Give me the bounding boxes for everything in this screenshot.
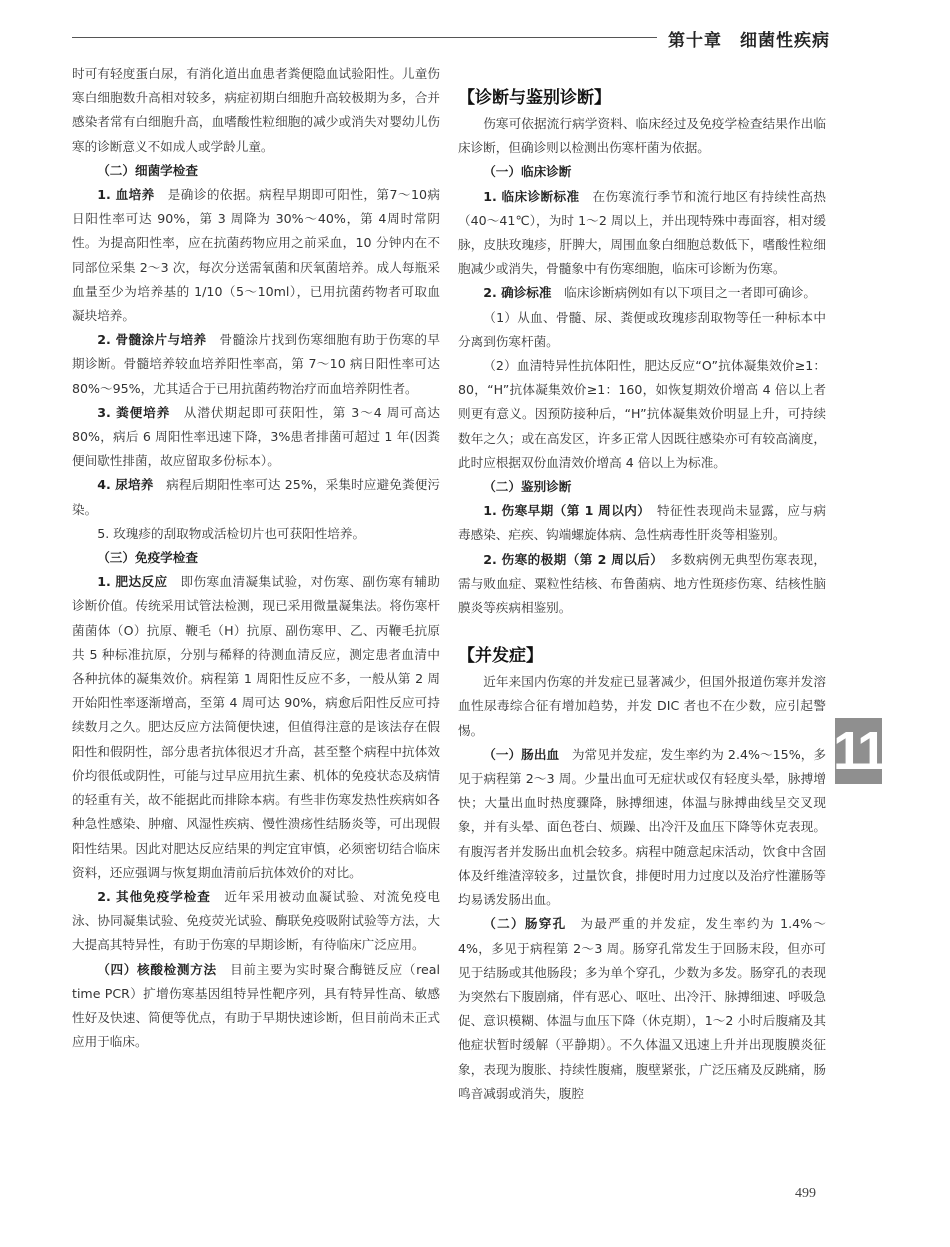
term: 2. 伤寒的极期（第 2 周以后） bbox=[483, 551, 658, 567]
paragraph: 5. 玫瑰疹的刮取物或活检切片也可获阳性培养。 bbox=[97, 525, 366, 541]
paragraph: （四）核酸检测方法 目前主要为实时聚合酶链反应（real time PCR）扩增伤寒基因组特异性靶序列，具有特异性高、敏感性好及快速、简便等优点，有助于早期快速诊断，但目前尚未正式应用于临床。 bbox=[72, 961, 441, 1050]
paragraph: （2）血清特异性抗体阳性，肥达反应“O”抗体凝集效价≥1：80，“H”抗体凝集效价≥1：160，如恢复期效价增高 4 倍以上者则更有意义。因预防接种后，“H”抗体凝集效价明显上升，可持续数年之久；或在高发区，许多正常人因既往感染亦可有较高滴度，此时应根据双份血清效价增高 4 倍以上为标准。 bbox=[458, 358, 826, 470]
paragraph: 近年来国内伤寒的并发症已显著减少，但国外报道伤寒并发溶血性尿毒综合征有增加趋势，并发 DIC 者也不在少数，应引起警惕。 bbox=[458, 674, 826, 738]
term: （一）肠出血 bbox=[483, 746, 560, 762]
section-heading: （二）鉴别诊断 bbox=[483, 479, 572, 495]
header-rule bbox=[72, 37, 657, 38]
chapter-section-heading: 【并发症】 bbox=[458, 646, 543, 667]
chapter-header bbox=[668, 26, 830, 51]
section-heading: （三）免疫学检查 bbox=[97, 550, 198, 566]
paragraph: 2. 伤寒的极期（第 2 周以后） 多数病例无典型伤寒表现，需与败血症、粟粒性结核、布鲁菌病、地方性斑疹伤寒、结核性脑膜炎等疾病相鉴别。 bbox=[458, 551, 827, 616]
section-heading: （二）细菌学检查 bbox=[97, 162, 198, 178]
paragraph: 1. 临床诊断标准 在伤寒流行季节和流行地区有持续性高热（40～41℃），为时 1～2 周以上，并出现特殊中毒面容，相对缓脉，皮肤玫瑰疹，肝脾大，周围血象白细胞总数低下，嗜酸性粒细胞减少或消失，骨髓象中有伤寒细胞，临床可诊断为伤寒。 bbox=[458, 188, 827, 277]
term: 1. 临床诊断标准 bbox=[483, 188, 580, 204]
left-column bbox=[72, 62, 440, 1054]
chapter-title: 细菌性疾病 bbox=[740, 31, 830, 51]
paragraph: 3. 粪便培养 从潜伏期起即可获阳性，第 3～4 周可高达 80%，病后 6 周阳性率迅速下降，3%患者排菌可超过 1 年(因粪便间歇性排菌，故应留取多份标本）。 bbox=[72, 404, 440, 469]
term: 2. 骨髓涂片与培养 bbox=[97, 332, 207, 348]
paragraph: 2. 骨髓涂片与培养 骨髓涂片找到伤寒细胞有助于伤寒的早期诊断。骨髓培养较血培养阳性率高，第 7～10 病日阳性率可达 80%～95%，尤其适合于已用抗菌药物治疗而血培养阴性者。 bbox=[72, 332, 441, 396]
paragraph: 2. 其他免疫学检查 近年采用被动血凝试验、对流免疫电泳、协同凝集试验、免疫荧光试验、酶联免疫吸附试验等方法，大大提高其特异性，有助于伤寒的早期诊断，有待临床广泛应用。 bbox=[72, 888, 441, 953]
paragraph: 时可有轻度蛋白尿，有消化道出血患者粪便隐血试验阳性。儿童伤寒白细胞数升高相对较多，病症初期白细胞升高较极期为多，合并感染者常有白细胞升高，血嗜酸性粒细胞的减少或消失对婴幼儿伤寒的诊断意义不如成人或学龄儿童。 bbox=[72, 66, 440, 154]
term: （二）肠穿孔 bbox=[483, 916, 567, 932]
chapter-section-heading: 【诊断与鉴别诊断】 bbox=[458, 88, 611, 108]
paragraph: （二）肠穿孔 为最严重的并发症，发生率约为 1.4%～4%，多见于病程第 2～3 周。肠穿孔常发生于回肠末段，但亦可见于结肠或其他肠段；多为单个穿孔，少数为多发。肠穿孔的表现为突然右下腹剧痛，伴有恶心、呕吐、出冷汗、脉搏细速、呼吸急促、意识模糊、体温与血压下降（休克期），1～2 小时后腹痛及其他症状暂时缓解（平静期）。不久体温又迅速上升并出现腹膜炎征象，表现为腹胀、持续性腹痛，腹壁紧张，广泛压痛及反跳痛，肠鸣音减弱或消失，腹腔 bbox=[458, 916, 827, 1101]
term: 1. 肥达反应 bbox=[97, 574, 168, 590]
section-heading: （一）临床诊断 bbox=[483, 164, 572, 180]
term: 2. 其他免疫学检查 bbox=[97, 888, 211, 904]
paragraph: 1. 伤寒早期（第 1 周以内） 特征性表现尚未显露，应与病毒感染、疟疾、钩端螺旋体病、急性病毒性肝炎等相鉴别。 bbox=[458, 503, 827, 543]
term: 1. 伤寒早期（第 1 周以内） bbox=[483, 503, 644, 519]
paragraph: 1. 肥达反应 即伤寒血清凝集试验，对伤寒、副伤寒有辅助诊断价值。传统采用试管法检测，现已采用微量凝集法。将伤寒杆菌菌体（O）抗原、鞭毛（H）抗原、副伤寒甲、乙、丙鞭毛抗原共 5 种标准抗原，分别与稀释的待测血清反应，测定患者血清中各种抗体的凝集效价。病程第 1 周阳性反应不多，一般从第 2 周开始阳性率逐渐增高，至第 4 周可达 90%，病愈后阳性反应可持续数月之久。肥达反应方法简便快速，但值得注意的是该法存在假阳性和假阴性，部分患者抗体很迟才升高，甚至整个病程中抗体效价均很低或阴性，可能与过早应用抗生素、机体的免疫状态及病情的轻重有关，故不能据此而排除本病。有些非伤寒发热性疾病如各种急性感染、肿瘤、风湿性疾病、慢性溃疡性结肠炎等，可出现假阳性结果。因此对肥达反应结果的判定宜审慎，必须密切结合临床资料，还应强调与恢复期血清前后抗体效价的对比。 bbox=[72, 574, 441, 880]
paragraph: 伤寒可依据流行病学资料、临床经过及免疫学检查结果作出临床诊断，但确诊则以检测出伤寒杆菌为依据。 bbox=[458, 116, 826, 156]
chapter-number: 第十章 bbox=[668, 31, 722, 51]
paragraph: （一）肠出血 为常见并发症，发生率约为 2.4%～15%，多见于病程第 2～3 周。少量出血可无症状或仅有轻度头晕，脉搏增快；大量出血时热度骤降，脉搏细速，体温与脉搏曲线呈交叉现象，并有头晕、面色苍白、烦躁、出冷汗及血压下降等休克表现。有腹泻者并发肠出血机会较多。病程中随意起床活动，饮食中含固体及纤维渣滓较多，过量饮食，排便时用力过度以及治疗性灌肠等均易诱发肠出血。 bbox=[458, 746, 826, 908]
term: 3. 粪便培养 bbox=[97, 404, 171, 420]
paragraph: （1）从血、骨髓、尿、粪便或玫瑰疹刮取物等任一种标本中分离到伤寒杆菌。 bbox=[458, 309, 826, 349]
page-number: 499 bbox=[795, 1186, 816, 1201]
term: （四）核酸检测方法 bbox=[97, 961, 217, 977]
chapter-tab: 11 bbox=[835, 718, 882, 784]
term: 1. 血培养 bbox=[97, 187, 155, 203]
right-column bbox=[458, 84, 826, 1106]
paragraph: 4. 尿培养 病程后期阳性率可达 25%，采集时应避免粪便污染。 bbox=[72, 477, 441, 517]
term: 4. 尿培养 bbox=[97, 477, 154, 493]
paragraph: 1. 血培养 是确诊的依据。病程早期即可阳性，第7～10病日阳性率可达 90%，第 3 周降为 30%～40%，第 4周时常阴性。为提高阳性率，应在抗菌药物应用之前采血，10 分钟内在不同部位采集 2～3 次，每次分送需氧菌和厌氧菌培养。成人每瓶采血量至少为培养基的 1/10（5～10ml），已用抗菌药物者可取血凝块培养。 bbox=[72, 187, 441, 324]
paragraph: 2. 确诊标准 临床诊断病例如有以下项目之一者即可确诊。 bbox=[483, 285, 816, 301]
term: 2. 确诊标准 bbox=[483, 285, 552, 301]
